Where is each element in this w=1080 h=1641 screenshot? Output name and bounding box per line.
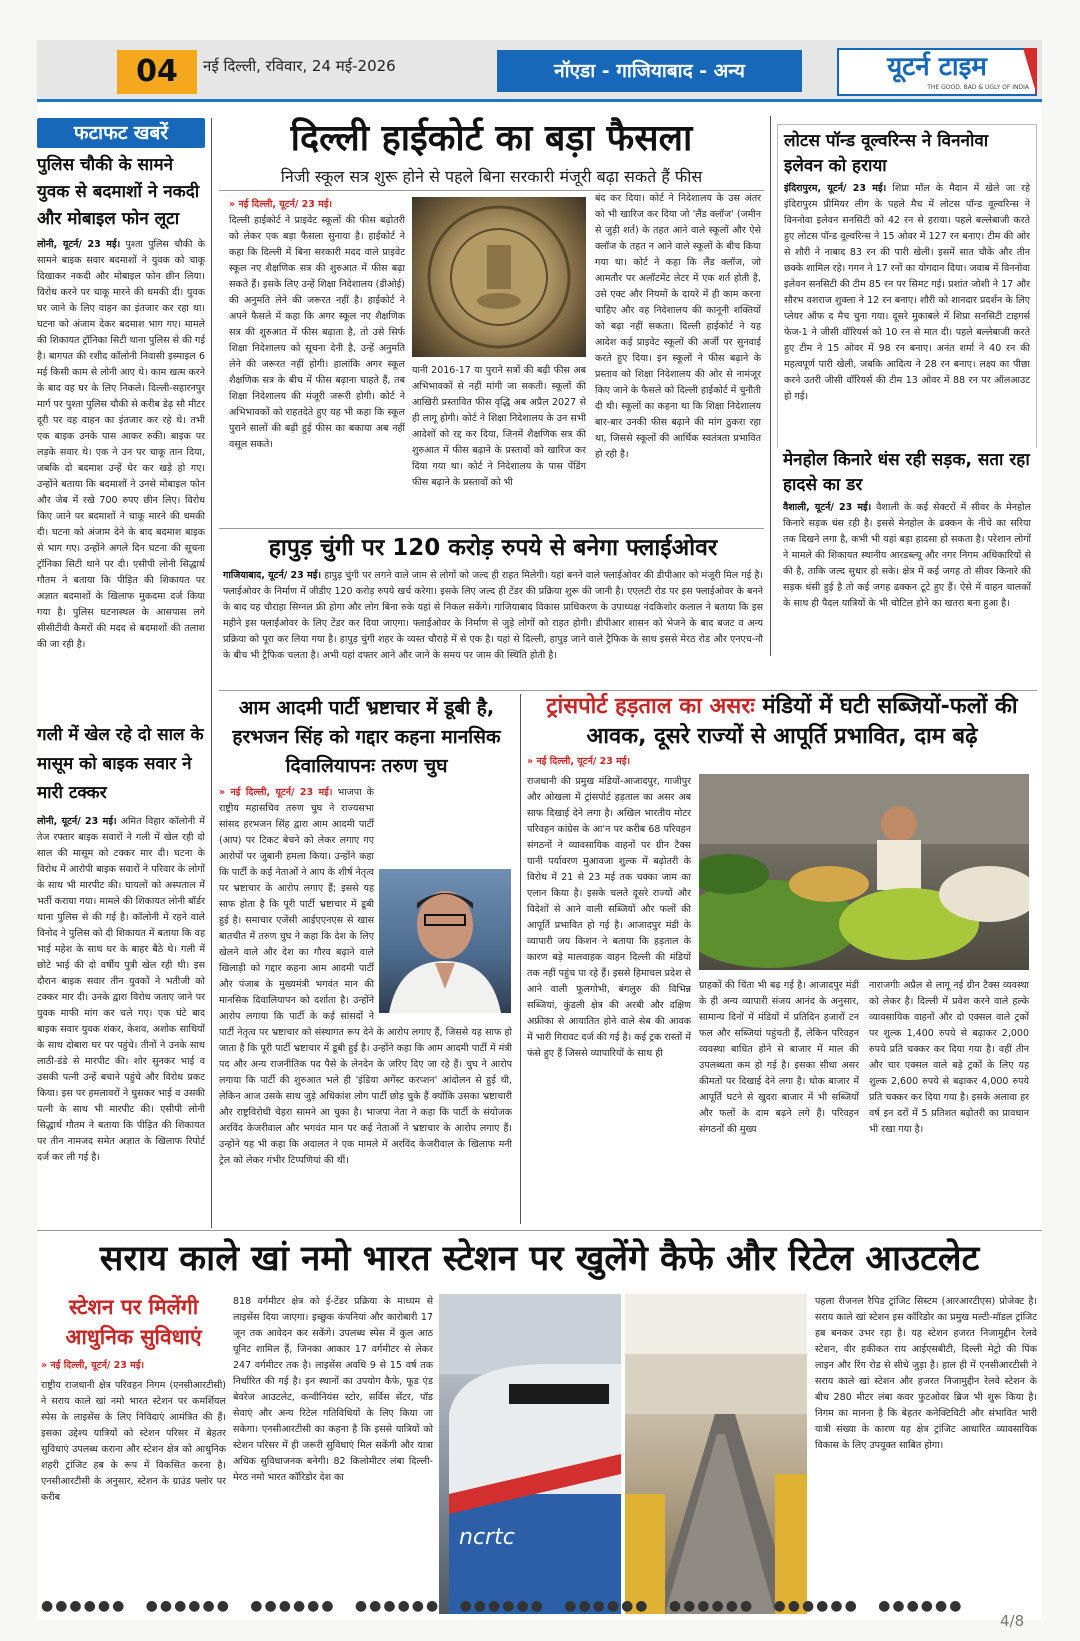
station-photo <box>625 1294 807 1614</box>
sidebar <box>37 118 205 1198</box>
headline: आम आदमी पार्टी भ्रष्टाचार में डूबी है, हरभजन सिंह को गद्दार कहना मानसिक दिवालियापनः तरुण चुघ <box>232 697 501 777</box>
train-photo <box>439 1294 621 1614</box>
headline: दिल्ली हाईकोर्ट का बड़ा फैसला <box>290 118 693 159</box>
kicker: स्टेशन पर मिलेंगी आधुनिक सुविधाएं <box>65 1295 202 1349</box>
politics-story <box>219 694 514 1203</box>
story-title: लोटस पॉन्ड वूल्वरिन्स ने विननोवा इलेवन को हराया <box>784 131 989 176</box>
high-court-seal-photo <box>412 197 586 357</box>
lead-story <box>219 116 764 527</box>
story-body: लोनी, यूटर्न/ 23 मई। पुश्ता पुलिस चौकी के सामने बाइक सवार बदमाशों ने युवक को चाकू दिखाकर नकदी और मोबाइल फोन छीन लिया। विरोध करने पर चाकू मारने की धमकी दी। युवक घर जाने के लिए वाहन का इंतजार कर रहा था। घटना को अंजाम देकर बदमाश भाग गए। मामले की शिकायत ट्रॉनिका सिटी थाना पुलिस से की गई है। बागपत की रशीद कॉलोनी निवासी इस्माइल 6 मई किसी काम से लोनी आए थे। काम खत्म करने के बाद वह घर के लिए निकले। दिल्ली-सहारनपुर मार्ग पर पुश्ता पुलिस चौकी से करीब डेढ़ सौ मीटर दूरी पर वह वाहन का इंतजार कर रहे थे। तभी एक बाइक उनके पास आकर रुकी। बाइक पर लड़के सवार थे। एक ने उन पर चाकू तान दिया, जबकि दो बदमाश उन्हें घेर कर खड़े हो गए। उन्होंने बताया कि बदमाशों ने उनसे मोबाइल फोन और जेब में रखे 700 रुपए छीन लिए। विरोध किए जाने पर बदमाशों ने चाकू मारने की धमकी दी। घटना को अंजाम देने के बाद बदमाश बाइक से भाग गए। उन्होंने अगले दिन घटना की सूचना ट्रॉनिका सिटी थाने पर दी। एसीपी लोनी सिद्धार्थ गौतम ने बताया कि पीड़ित की शिकायत पर अज्ञात बदमाशों के खिलाफ मुकदमा दर्ज किया गया है। पुलिस घटनास्थल के आसपास लगे सीसीटीवी कैमरों की मदद से बदमाशों की तलाश की जा रही है। <box>37 239 205 650</box>
story-column: नाराजगीः अप्रैल से लागू नई ग्रीन टैक्स व्यवस्था को लेकर है। दिल्ली में प्रवेश करने वाले हल्के व्यावसायिक वाहनों और दो एक्सल वाले ट्रकों पर शुल्क 1,400 रुपये से बढ़ाकर 2,000 रुपये प्रति चक्कर कर दिया गया है। वहीं तीन और चार एक्सल वाले बड़े ट्रकों के लिए यह शुल्क 2,600 रुपये से बढ़ाकर 4,000 रुपये प्रति चक्कर कर दिया गया है। इसके अलावा हर वर्ष इन दरों में 5 प्रतिशत बढ़ोतरी का प्रावधान भी रखा गया है। <box>869 980 1029 1135</box>
logo <box>837 48 1037 96</box>
story-column: बंद कर दिया। कोर्ट ने निदेशालय के उस अंतर को भी खारिज कर दिया जो 'लैंड क्लॉज' (जमीन से जुड़ी शर्त) के तहत आने वाले स्कूलों और ऐसे क्लॉज के तहत न आने वाले स्कूलों के बीच किया गया था। कोर्ट ने कहा कि लैंड क्लॉज, जो आमतौर पर अलॉटमेंट लेटर में एक शर्त होती है, उसे एक्ट और नियमों के दायरे में ही काम करना चाहिए और वह निदेशालय की कानूनी शक्तियों को बढ़ा नहीं सकता। दिल्ली हाईकोर्ट ने यह आदेश कई प्राइवेट स्कूलों की अर्जी पर सुनवाई करते हुए दिया। इन स्कूलों ने फीस बढ़ाने के प्रस्ताव को शिक्षा निदेशालय की ओर से नामंजूर किए जाने के फैसले को दिल्ली हाईकोर्ट में चुनौती दी थी। स्कूलों का कहना था कि शिक्षा निदेशालय बार-बार उनकी फीस बढ़ाने की मांग ठुकरा रहा था, जिससे स्कूलों की आर्थिक स्वतंत्रता प्रभावित हो रही है। <box>595 193 761 460</box>
story-column: पहला रीजनल रैपिड ट्रांजिट सिस्टम (आरआरटीएस) प्रोजेक्ट है। सराय काले खां स्टेशन इस कॉरिडोर का प्रमुख मल्टी-मॉडल ट्रांजिट हब बनकर उभर रहा है। यह स्टेशन हजरत निजामुद्दीन रेलवे स्टेशन, वीर हकीकत राय आईएसबीटी, दिल्ली मेट्रो की पिंक लाइन और रिंग रोड से सीधे जुड़ा है। हाल ही में एनसीआरटीसी ने सराय काले खां स्टेशन और हजरत निजामुद्दीन रेलवे स्टेशन के बीच 280 मीटर लंबा कवर फुटओवर ब्रिज भी शुरू किया है। निगम का मानना है कि बेहतर कनेक्टिविटी और संभावित भारी यात्री संख्या के कारण यह क्षेत्र ट्रांजिट आधारित व्यावसायिक विकास के लिए उपयुक्त साबित होगा। <box>815 1296 1037 1451</box>
road-story <box>777 448 1037 642</box>
story-title: मेनहोल किनारे धंस रही सड़क, सता रहा हादसे का डर <box>783 450 1030 495</box>
train-logo-text: ncrtc <box>459 1525 515 1550</box>
story-title: पुलिस चौकी के सामने युवक से बदमाशों ने नकदी और मोबाइल फोन लूटा <box>37 155 200 229</box>
story-body: गाजियाबाद, यूटर्न/ 23 मई। हापुड़ चुंगी पर लगने वाले जाम से लोगों को जल्द ही राहत मिलेगी। यहां बनने वाले फ्लाईओवर की डीपीआर को मंजूरी मिल गई है। फ्लाईओवर के निर्माण में जीडीए 120 करोड़ रुपये खर्च करेगा। इसके लिए जल्द ही टेंडर की प्रक्रिया शुरू की जानी है। एएलटी रोड पर इस फ्लाईओवर के बनने के बाद यह चौराहा सिग्नल फ्री होगा और लोग बिना रुके यहां से निकल सकेंगे। गाजियाबाद विकास प्राधिकरण के उपाध्यक्ष नंदकिशोर कलाल ने बताया कि इस महीने इस फ्लाईओवर के लिए टेंडर कर दिया जाएगा। फ्लाईओवर के निर्माण से जुड़े लोगों को राहत होगी। डीपीआर शासन को भेजने के बाद बजट व अन्य प्रक्रिया को पूरा कर लिया गया है। हापुड़ चुंगी शहर के व्यस्त चौराहे में से एक है। यहां से दिल्ली, हापुड़ जाने वाले ट्रैफिक के साथ इससे मेरठ रोड और एनएच-नौ के बीच भी ट्रैफिक चलता है। अभी यहां दफ्तर आने और जाने के समय पर जाम की स्थिति होती है। <box>223 570 763 661</box>
sidebar-banner: फटाफट खबरें <box>37 118 205 148</box>
namo-bharat-story <box>37 1234 1042 1284</box>
section-name: नॉएडा - गाजियाबाद - अन्य <box>497 50 802 92</box>
story-column: यानी 2016-17 या पुराने सत्रों की बढ़ी फीस अब अभिभावकों से नहीं मांगी जा सकती। स्कूलों की आखिरी प्रस्तावित फीस वृद्धि अब अप्रैल 2027 से ही लागू होगी। कोर्ट ने शिक्षा निदेशालय के उन सभी आदेशों को रद्द कर दिया, जिनमें शैक्षणिक सत्र की शुरुआत में फीस बढ़ाने के प्रस्तावों को खारिज कर दिया गया था। कोर्ट ने निदेशालय के पास पेंडिंग फीस बढ़ाने के प्रस्तावों को भी <box>412 365 586 488</box>
newspaper-page <box>37 40 1042 1620</box>
flyover-story <box>223 532 763 680</box>
story-body: » नई दिल्ली, यूटर्न/ 23 मई। भाजपा के राष्ट्रीय महासचिव तरुण चुघ ने राज्यसभा सांसद हरभजन सिंह द्वारा आम आदमी पार्टी (आप) पर टिकट बेचने को लेकर लगाए गए आरोपों पर जुबानी हमला किया। उन्होंने कहा कि पार्टी के कई नेताओं ने आप के शीर्ष नेतृत्व पर भ्रष्टाचार के आरोप लगाए हैं; इससे यह साफ होता है कि पूरी पार्टी भ्रष्टाचार में डूबी हुई है। समाचार एजेंसी आईएएनएस से खास बातचीत में तरुण चुघ ने कहा कि देश के लिए खेलने वाले और देश का गौरव बढ़ाने वाले खिलाड़ी को गद्दार कहना आम आदमी पार्टी और पंजाब के मुख्यमंत्री भगवंत मान की मानसिक दिवालियापन को दर्शाता है। उन्होंने आरोप लगाया कि पार्टी के कई सांसदों ने पार्टी नेतृत्व पर भ्रष्टाचार को संस्थागत रूप देने के आरोप लगाए हैं, जिससे यह साफ हो जाता है कि पूरी पार्टी भ्रष्टाचार में डूबी हुई है। उन्होंने कहा कि आम आदमी पार्टी में मंत्री पद और अन्य राजनीतिक पद पैसे के लेनदेन के जरिए दिए जा रहे हैं। चुघ ने आरोप लगाया कि पार्टी की शुरुआत भले ही 'इंडिया अगेंस्ट करप्शन' आंदोलन से हुई थी, लेकिन आज उसके साथ जुड़े अधिकांश लोग पार्टी छोड़ चुके हैं क्योंकि उसका भ्रष्टाचारी और राष्ट्रविरोधी चेहरा सामने आ चुका है। भाजपा नेता ने कहा कि पार्टी के संयोजक अरविंद केजरीवाल और भगवंत मान पर कई नेताओं ने भ्रष्टाचार के आरोप लगाए हैं। उन्होंने यह भी कहा कि अदालत ने एक मामले में अरविंद केजरीवाल के खिलाफ मनी ट्रेल को लेकर गंभीर टिप्पणियां की थीं। <box>219 787 512 1166</box>
story-column: राजधानी की प्रमुख मंडियों-आजादपुर, गाजीपुर और ओखला में ट्रांसपोर्ट हड़ताल का असर अब साफ दिखाई देने लगा है। अखिल भारतीय मोटर परिवहन कांग्रेस के आ'न पर करीब 68 परिवहन संगठनों ने व्यावसायिक वाहनों पर ग्रीन टैक्स यानी पर्यावरण मुआवजा शुल्क में बढ़ोतरी के विरोध में 21 से 23 मई तक चक्का जाम का एलान किया है। इसके चलते दूसरे राज्यों और विदेशों से आने वाली सब्जियों और फलों की आपूर्ति प्रभावित हो गई है। आजादपुर मंडी के व्यापारी जय किशन ने बताया कि हड़ताल के कारण बड़े मालवाहक वाहन दिल्ली की मंडियों तक नहीं पहुंच पा रहे हैं। इससे हिमाचल प्रदेश से आने वाली फूलगोभी, बंगलुरु की विभिन्न सब्जियां, कुंडली क्षेत्र की अरबी और दक्षिण अफ्रीका से आयातित होने वाले सेब की आवक में भारी गिरावट दर्ज की गई है। कई ट्रक रास्तों में फंसे हुए हैं जिससे व्यापारियों के साथ ही <box>527 776 691 1059</box>
registration-marks: ●●●●●● ●●●●●● ●●●●●● ●●●●●● ●●●●●● ●●●●●● ●●●●●● ●●●●●● ●●●●●● <box>41 1598 964 1614</box>
headline: सराय काले खां नमो भारत स्टेशन पर खुलेंगे कैफे और रिटेल आउटलेट <box>99 1239 980 1279</box>
story-column: राष्ट्रीय राजधानी क्षेत्र परिवहन निगम (एनसीआरटीसी) ने सराय काले खां नमो भारत स्टेशन पर कमर्शियल स्पेस के लाइसेंस के लिए निविदाएं आमंत्रित की हैं। इसका उद्देश्य यात्रियों को स्टेशन परिसर में बेहतर सुविधाएं उपलब्ध कराना और स्टेशन क्षेत्र को आधुनिक शहरी ट्रांजिट हब के रूप में विकसित करना है। एनसीआरटीसी के अनुसार, स्टेशन के ग्राउंड फ्लोर पर करीब <box>41 1380 226 1503</box>
dateline: नई दिल्ली, रविवार, 24 मई-2026 <box>203 57 396 75</box>
headline: ट्रांसपोर्ट हड़ताल का असरः मंडियों में घटी सब्जियों-फलों की आवक, दूसरे राज्यों से आपूर्ति प्रभावित, दाम बढ़े <box>546 694 1018 749</box>
story-column: ग्राहकों की चिंता भी बढ़ गई है। आजादपुर मंडी के ही अन्य व्यापारी संजय आनंद के अनुसार, सामान्य दिनों में मंडियों में प्रतिदिन हजारों टन फल और सब्जियां पहुंचती हैं, लेकिन परिवहन व्यवस्था बाधित होने से बाजार में माल की उपलब्धता कम हो गई है। इसका सीधा असर कीमतों पर दिखाई देने लगा है। थोक बाजार में आपूर्ति घटने से खुदरा बाजार में भी सब्जियों और फलों के दाम बढ़ने लगे हैं। परिवहन संगठनों की मुख्य <box>699 980 859 1135</box>
story-body: वैशाली, यूटर्न/ 23 मई। वैशाली के कई सेक्टरों में सीवर के मेनहोल किनारे सड़क धंस रही है। इससे मेनहोल के ढक्कन के नीचे का सरिया तक दिखने लगा है, कभी भी यहां बड़ा हादसा हो सकता है। परेशान लोगों ने मामले की शिकायत स्थानीय आरडब्ल्यू और नगर निगम अधिकारियों से की है, ताकि जल्द सुधार हो सके। क्षेत्र में कई जगह तो सीवर किनारे की सड़क धंसी हुई है तो कई जगह ढक्कन टूटे हुए हैं। ऐसे में वाहन चालकों के साथ ही पैदल यात्रियों के भी चोटिल होने का खतरा बना हुआ है। <box>783 502 1031 609</box>
headline: हापुड़ चुंगी पर 120 करोड़ रुपये से बनेगा फ्लाईओवर <box>268 535 718 561</box>
page-counter: 4/8 <box>1000 1612 1025 1630</box>
story-column: » नई दिल्ली, यूटर्न/ 23 मई। दिल्ली हाईकोर्ट ने प्राइवेट स्कूलों की फीस बढ़ोतरी को लेकर एक बड़ा फैसला सुनाया है। हाईकोर्ट ने कहा कि दिल्ली में बिना सरकारी मदद वाले प्राइवेट स्कूल नए शैक्षणिक सत्र की शुरुआत में फीस बढ़ा सकते हैं। इसके लिए उन्हें शिक्षा निदेशालय (डीओई) की अनुमति लेने की जरूरत नहीं है। हाईकोर्ट ने अपने फैसले में कहा कि अगर स्कूल नए शैक्षणिक सत्र की शुरुआत में फीस बढ़ाता है, तो उसे सिर्फ शिक्षा निदेशालय को सूचना देनी है, उन्हें अनुमति लेने की जरूरत नहीं होगी। हालांकि अगर स्कूल शैक्षणिक सत्र के बीच में फीस बढ़ाना चाहते हैं, तब शिक्षा निदेशालय की मंजूरी जरूरी होगी। कोर्ट ने अभिभावकों को राहतदेते हुए यह भी कहा कि स्कूल पुराने सालों की बढ़ी हुई फीस का बकाया अब नहीं वसूल सकते। <box>229 199 405 450</box>
sports-story <box>777 124 1037 450</box>
byline: » नई दिल्ली, यूटर्न/ 23 मई। <box>527 756 631 767</box>
page-number: 04 <box>117 50 197 94</box>
story-body: लोनी, यूटर्न/ 23 मई। अमित विहार कॉलोनी में तेज रफ्तार बाइक सवारों ने गली में खेल रही दो साल की मासूम को टक्कर मार दी। घटना के विरोध में आरोपी बाइक सवारों ने परिवार के लोगों के साथ भी मारपीट की। घायलों को अस्पताल में भर्ती कराया गया। मामले की शिकायत लोनी बॉर्डर थाना पुलिस से की गई है। कॉलोनी में रहने वाले विनोद ने पुलिस को दी शिकायत में बताया कि वह भाई महेश के साथ घर के बाहर बैठे थे। गली में छोटे भाई की दो वर्षीय पुत्री खेल रही थी। इस दौरान बाइक सवार तीन युवकों ने भतीजी को टक्कर मार दी। उनके द्वारा विरोध जताए जाने पर युवक माफी मांग कर चले गए। एक घंटे बाद बाइक सवार युवक शंकर, केशव, अशोक साथियों के साथ दोबारा घर पर पहुंचे। तीनों ने उनके साथ लाठी-डंडे से मारपीट की। शोर सुनकर भाई व उसकी पत्नी उन्हें बचाने पहुंचे और विरोध प्रकट किया। इस पर हमलावरों ने घुसकर भाई व उसकी पत्नी के साथ भी मारपीट की। एसीपी लोनी सिद्धार्थ गौतम ने बताया कि पीड़ित की शिकायत पर तीन नामजद समेत अज्ञात के खिलाफ रिपोर्ट दर्ज कर ली गई है। <box>37 816 205 1163</box>
story-title: गली में खेल रहे दो साल के मासूम को बाइक सवार ने मारी टक्कर <box>37 725 204 803</box>
transport-story <box>527 692 1037 1214</box>
story-column: 818 वर्गमीटर क्षेत्र को ई-टेंडर प्रक्रिया के माध्यम से लाइसेंस दिया जाएगा। इच्छुक कंपनियां और कारोबारी 17 जून तक आवेदन कर सकेंगे। उपलब्ध स्पेस में कुल आठ यूनिट शामिल हैं, जिनका आकार 17 वर्गमीटर से लेकर 247 वर्गमीटर तक है। लाइसेंस अवधि 9 से 15 वर्ष तक निर्धारित की गई है। इन स्थानों का उपयोग कैफे, फूड एंड बेवरेज आउटलेट, कन्वीनियंस स्टोर, सर्विस सेंटर, पॉड सेवाएं और अन्य रिटेल गतिविधियों के लिए किया जा सकेगा। एनसीआरटीसी का कहना है कि इससे यात्रियों को स्टेशन परिसर में ही जरूरी सुविधाएं मिल सकेंगी और यात्रा अधिक सुविधाजनक बनेगी। 82 किलोमीटर लंबा दिल्ली-मेरठ नमो भारत कॉरिडोर देश का <box>233 1296 433 1483</box>
logo-tagline: THE GOOD, BAD & UGLY OF INDIA <box>927 84 1029 91</box>
byline: » नई दिल्ली, यूटर्न/ 23 मई। <box>41 1360 145 1371</box>
masthead <box>37 40 1042 102</box>
vegetable-market-photo <box>699 774 1029 970</box>
subheadline: निजी स्कूल सत्र शुरू होने से पहले बिना सरकारी मंजूरी बढ़ा सकते हैं फीस <box>219 166 764 191</box>
story-body: इंदिरापुरम, यूटर्न/ 23 मई। शिप्रा मॉल के मैदान में खेले जा रहे इंदिरापुरम प्रीमियर लीग के पहले मैच में लोटस पॉन्ड वूल्वरिन्स ने विननोवा इलेवन सनसिटी को 42 रन से हराया। पहले बल्लेबाजी करते हुए लोटस पॉन्ड वूल्वरिन्स ने 15 ओवर में 127 रन बनाए। टीम की ओर से शौरी ने नाबाद 83 रन की पारी खेली। इसमें सात चौके और तीन छक्के शामिल रहे। गगन ने 17 रनों का योगदान दिया। जवाब में विननोवा इलेवन सनसिटी की टीम 85 रन पर सिमट गई। प्रशांत जोशी ने 17 और सौरभ वशराज शुक्ला ने 12 रन बनाए। शौरी को शानदार प्रदर्शन के लिए प्लेयर ऑफ द मैच चुना गया। दूसरे मुकाबले में शिप्रा सनसिटी टाइगर्स फेज-1 ने जीसी वॉरियर्स को 10 रन से मात दी। पहले बल्लेबाजी करते हुए टीम ने 15 ओवर में 98 रन बनाए। अनंत शर्मा ने 40 रन की महत्वपूर्ण पारी खेली, जबकि आदित्य ने 28 रन बनाए। लक्ष्य का पीछा करने उतरी जीसी वॉरियर्स की टीम 13 ओवर में 88 रन पर ऑलआउट हो गई। <box>784 183 1030 402</box>
namo-col1 <box>41 1292 226 1556</box>
logo-text: यूटर्न टाइम <box>887 52 987 82</box>
